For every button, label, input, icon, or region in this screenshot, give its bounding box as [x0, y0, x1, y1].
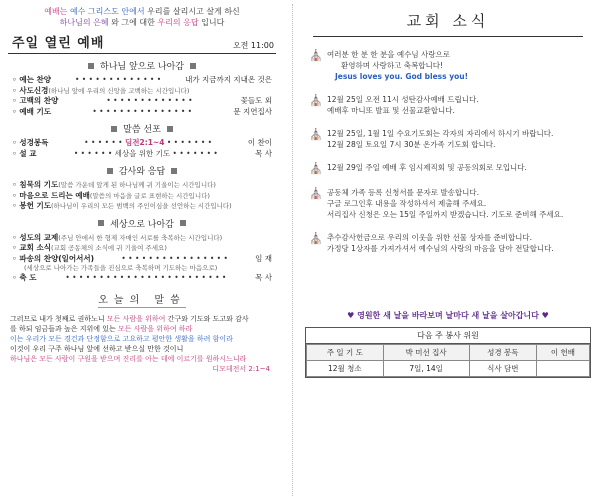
- item-note: (말씀 가운데 앞게 된 하나님께 귀 기울이는 시간입니다): [58, 181, 216, 189]
- item-label: ◦ 성경봉독: [12, 138, 49, 147]
- item-label: ◦ 성도의 교제(주님 안에서 한 형제 자매인 서로를 축복하는 시간입니다): [12, 232, 223, 242]
- motto-text: 하나님의 은혜: [59, 18, 109, 27]
- verse-title: [8, 291, 276, 308]
- news-line: 12월 25일 오전 11시 성탄감사예배 드립니다.: [327, 95, 479, 104]
- leader-dots: • • • • • • • • • • • • •: [75, 75, 162, 84]
- section-sending: [8, 217, 276, 284]
- item-label: ◦ 파송의 찬양(일어서서): [12, 253, 95, 263]
- verse-reference: 디모데전서 2:1~4: [212, 364, 270, 373]
- item-label: ◦ 축 도: [12, 273, 37, 282]
- list-item: [8, 149, 276, 160]
- item-value: 내가 지금까지 지내온 것은: [185, 75, 272, 84]
- section-word: [8, 122, 276, 159]
- section-heading: [8, 164, 276, 177]
- church-icon: ⛪: [309, 49, 323, 62]
- news-title: 교회 소식: [406, 12, 490, 30]
- news-item: [305, 232, 591, 254]
- news-line: 환영하며 사랑하고 축복합니다!: [341, 61, 443, 70]
- section-heading-text: 하나님 앞으로 나아감: [100, 62, 184, 72]
- item-middle: • • • • • • 딤전2:1~4 • • • • • • •: [84, 138, 213, 147]
- motto-text: 우리를 살리시고 살게 하신: [147, 7, 240, 16]
- item-note: (하나님이 우리의 모든 범백의 주인이심을 선언하는 시간입니다): [51, 202, 232, 210]
- motto-text: 와 그에 대한: [111, 18, 155, 27]
- leader-dots: • • • • • • • • • • • • •: [106, 96, 193, 105]
- item-value: 꽃들도 외: [240, 96, 272, 105]
- item-label: ◦ 예는 찬양: [12, 75, 51, 84]
- news-item: [305, 187, 591, 220]
- worship-time: 오전 11:00: [232, 41, 274, 50]
- church-icon: ⛪: [309, 94, 323, 107]
- item-subnote: (세상으로 나아가는 가족들을 진심으로 축복하며 기도하는 마음으로): [24, 264, 218, 272]
- motto: [8, 6, 276, 28]
- duty-title: 다음 주 봉사 위원: [306, 328, 590, 344]
- list-item: [8, 273, 276, 284]
- banner-text: ♥ 영원한 새 날을 바라보며 날마다 새 날을 살아갑니다 ♥: [347, 311, 549, 320]
- section-heading: [8, 217, 276, 230]
- list-item: [8, 107, 276, 118]
- news-item: [305, 94, 591, 116]
- list-item: [8, 86, 276, 97]
- item-value: 문 지연집사: [233, 106, 272, 116]
- verse-line: 이것이 우리 구주 하나님 앞에 선하고 받으실 만한 것이니: [10, 344, 184, 353]
- table-row: [307, 345, 590, 361]
- table-cell: 성경 봉독: [469, 345, 536, 361]
- item-value: 이 찬이: [247, 138, 272, 147]
- square-icon: [98, 220, 104, 226]
- sermon-title: 세상을 위한 기도: [114, 148, 171, 158]
- worship-title-bar: [8, 32, 276, 54]
- news-line: 공동체 가족 등록 신청서를 문자로 발송합니다.: [327, 188, 479, 197]
- news-line: 구글 로그인후 내용을 작성하셔서 제출해 주세요.: [327, 199, 487, 208]
- item-note: (교회 공동체의 소식에 귀 기울여 주세요): [51, 244, 167, 252]
- list-item: [8, 75, 276, 86]
- leader-dots: • • • • • • • • • • • • • • •: [92, 106, 193, 116]
- column-divider: [292, 4, 293, 496]
- duty-table: [305, 327, 591, 378]
- item-label: ◦ 설 교: [12, 148, 37, 158]
- section-heading-text: 감사와 응답: [118, 167, 166, 177]
- church-icon: ⛪: [309, 162, 323, 175]
- item-label: ◦ 사도신경(하나님 앞에 우리의 신앙을 고백하는 시간입니다): [12, 85, 190, 95]
- section-approach: [8, 59, 276, 117]
- section-heading-text: 세상으로 나아감: [110, 219, 174, 230]
- verse-line: 를 하되 임금들과 높은 지위에 있는: [10, 324, 116, 333]
- motto-text: 예배는: [44, 7, 68, 16]
- news-line: 여러분 한 분 한 분을 예수님 사랑으로: [327, 50, 450, 59]
- square-icon: [88, 63, 94, 69]
- list-item: [8, 233, 276, 244]
- table-cell: [536, 361, 589, 377]
- list-item: [8, 254, 276, 265]
- news-item: [305, 49, 591, 82]
- scripture-ref: 딤전2:1~4: [125, 138, 165, 147]
- verse-line: 이는 우리가 모든 경건과 단정함으로 고요하고 평안한 생활을 하려 함이라: [10, 334, 233, 343]
- verse-highlight: 모든 사람을 위하여 하라: [118, 324, 193, 333]
- verse-title-text: 오늘의 말씀: [98, 291, 185, 308]
- section-heading: [8, 122, 276, 135]
- item-label: ◦ 봉헌 기도(하나님이 우리의 모든 범백의 주인이심을 선언하는 시간입니다): [12, 201, 232, 210]
- verse-line: 그러므로 내가 첫째로 권하노니: [10, 314, 105, 323]
- leader-dots: • • • • • • • • • • • • • • • • • • • • • • • •: [65, 273, 227, 282]
- section-response: [8, 164, 276, 212]
- worship-title: 주일 열린 예배: [12, 36, 105, 51]
- list-item: [8, 180, 276, 191]
- square-icon: [167, 126, 173, 132]
- item-note: (말씀의 마음을 글로 표현하는 시간입니다): [89, 191, 210, 200]
- item-label: ◦ 교회 소식(교회 공동체의 소식에 귀 기울여 주세요): [12, 243, 167, 252]
- church-news: [305, 6, 591, 378]
- church-icon: ⛪: [309, 128, 323, 141]
- square-icon: [111, 126, 117, 132]
- news-rule: [313, 36, 583, 37]
- verse-text: [8, 314, 276, 364]
- item-label: ◦ 고백의 찬양: [12, 96, 59, 105]
- news-line: 서리집사 신청은 오는 15일 주일까지 받겠습니다. 기도로 준비해 주세요.: [327, 210, 564, 219]
- table-cell: 주 일 기 도: [307, 345, 384, 361]
- item-middle: • • • • • • 세상을 위한 기도 • • • • • • •: [73, 148, 218, 158]
- table-cell: 이 헌배: [536, 345, 589, 361]
- table-cell: 식사 담번: [469, 361, 536, 377]
- list-item: [8, 96, 276, 107]
- leader-dots: • • • • • • • • • • • • • • • •: [121, 253, 228, 263]
- verse-line: 간구와 기도와 도고와 감사: [167, 314, 249, 323]
- motto-text: 우리의 응답: [157, 18, 199, 27]
- church-icon: ⛪: [309, 187, 323, 200]
- list-item: [8, 243, 276, 254]
- list-item: [8, 201, 276, 212]
- item-label: ◦ 침묵의 기도(말씀 가운데 앞게 된 하나님께 귀 기울이는 시간입니다): [12, 180, 216, 189]
- item-value: 목 사: [255, 273, 272, 282]
- item-note: (주님 안에서 한 형제 자매인 서로를 축복하는 시간입니다): [58, 233, 223, 242]
- news-line: 12월 25일, 1월 1일 수요기도회는 각자의 자리에서 하시기 바랍니다.: [327, 129, 554, 138]
- news-line: Jesus loves you. God bless you!: [335, 72, 469, 81]
- news-item: [305, 128, 591, 150]
- order-of-worship: [8, 6, 276, 374]
- item-value: 임 재: [255, 253, 272, 263]
- table-cell: 12월 청소: [307, 361, 384, 377]
- section-heading: [8, 59, 276, 72]
- table-cell: 7일, 14일: [383, 361, 469, 377]
- motto-text: 예수 그리스도 안에서: [69, 7, 145, 16]
- item-label: ◦ 마음으로 드리는 예배(말씀의 마음을 글로 표현하는 시간입니다): [12, 190, 210, 200]
- square-icon: [171, 168, 177, 174]
- news-item: [305, 162, 591, 175]
- verse-line: 하나님은 모든 사람이 구원을 받으며 진리를 아는 데에 이르기를 원하시느니라: [10, 354, 247, 363]
- table-cell: 박 미선 집사: [383, 345, 469, 361]
- item-note: (하나님 앞에 우리의 신앙을 고백하는 시간입니다): [48, 86, 190, 95]
- square-icon: [107, 168, 113, 174]
- church-icon: ⛪: [309, 232, 323, 245]
- table-row: [307, 361, 590, 377]
- news-line: 예배후 마니또 발표 및 선물교환합니다.: [327, 106, 455, 115]
- news-line: 추수감사헌금으로 우리의 이웃을 위한 선물 상자를 준비합니다.: [327, 233, 533, 242]
- square-icon: [180, 220, 186, 226]
- verse-highlight: 모든 사람을 위하여: [106, 314, 166, 323]
- square-icon: [190, 63, 196, 69]
- news-line: 12월 28일 토요일 7시 30분 온가족 기도회 합니다.: [327, 140, 496, 149]
- list-item: [8, 191, 276, 202]
- item-label: ◦ 예배 기도: [12, 106, 51, 116]
- section-heading-text: 말씀 선포: [123, 125, 161, 135]
- motto-text: 입니다: [201, 18, 225, 27]
- item-value: 목 사: [255, 148, 272, 158]
- news-line: 가정당 1상자를 가져가셔서 예수님의 사랑의 마음을 담아 전달합니다.: [327, 244, 554, 253]
- list-item: [8, 138, 276, 149]
- news-line: 12월 29일 주일 예배 후 임시제직회 및 공동의회로 모입니다.: [327, 163, 527, 172]
